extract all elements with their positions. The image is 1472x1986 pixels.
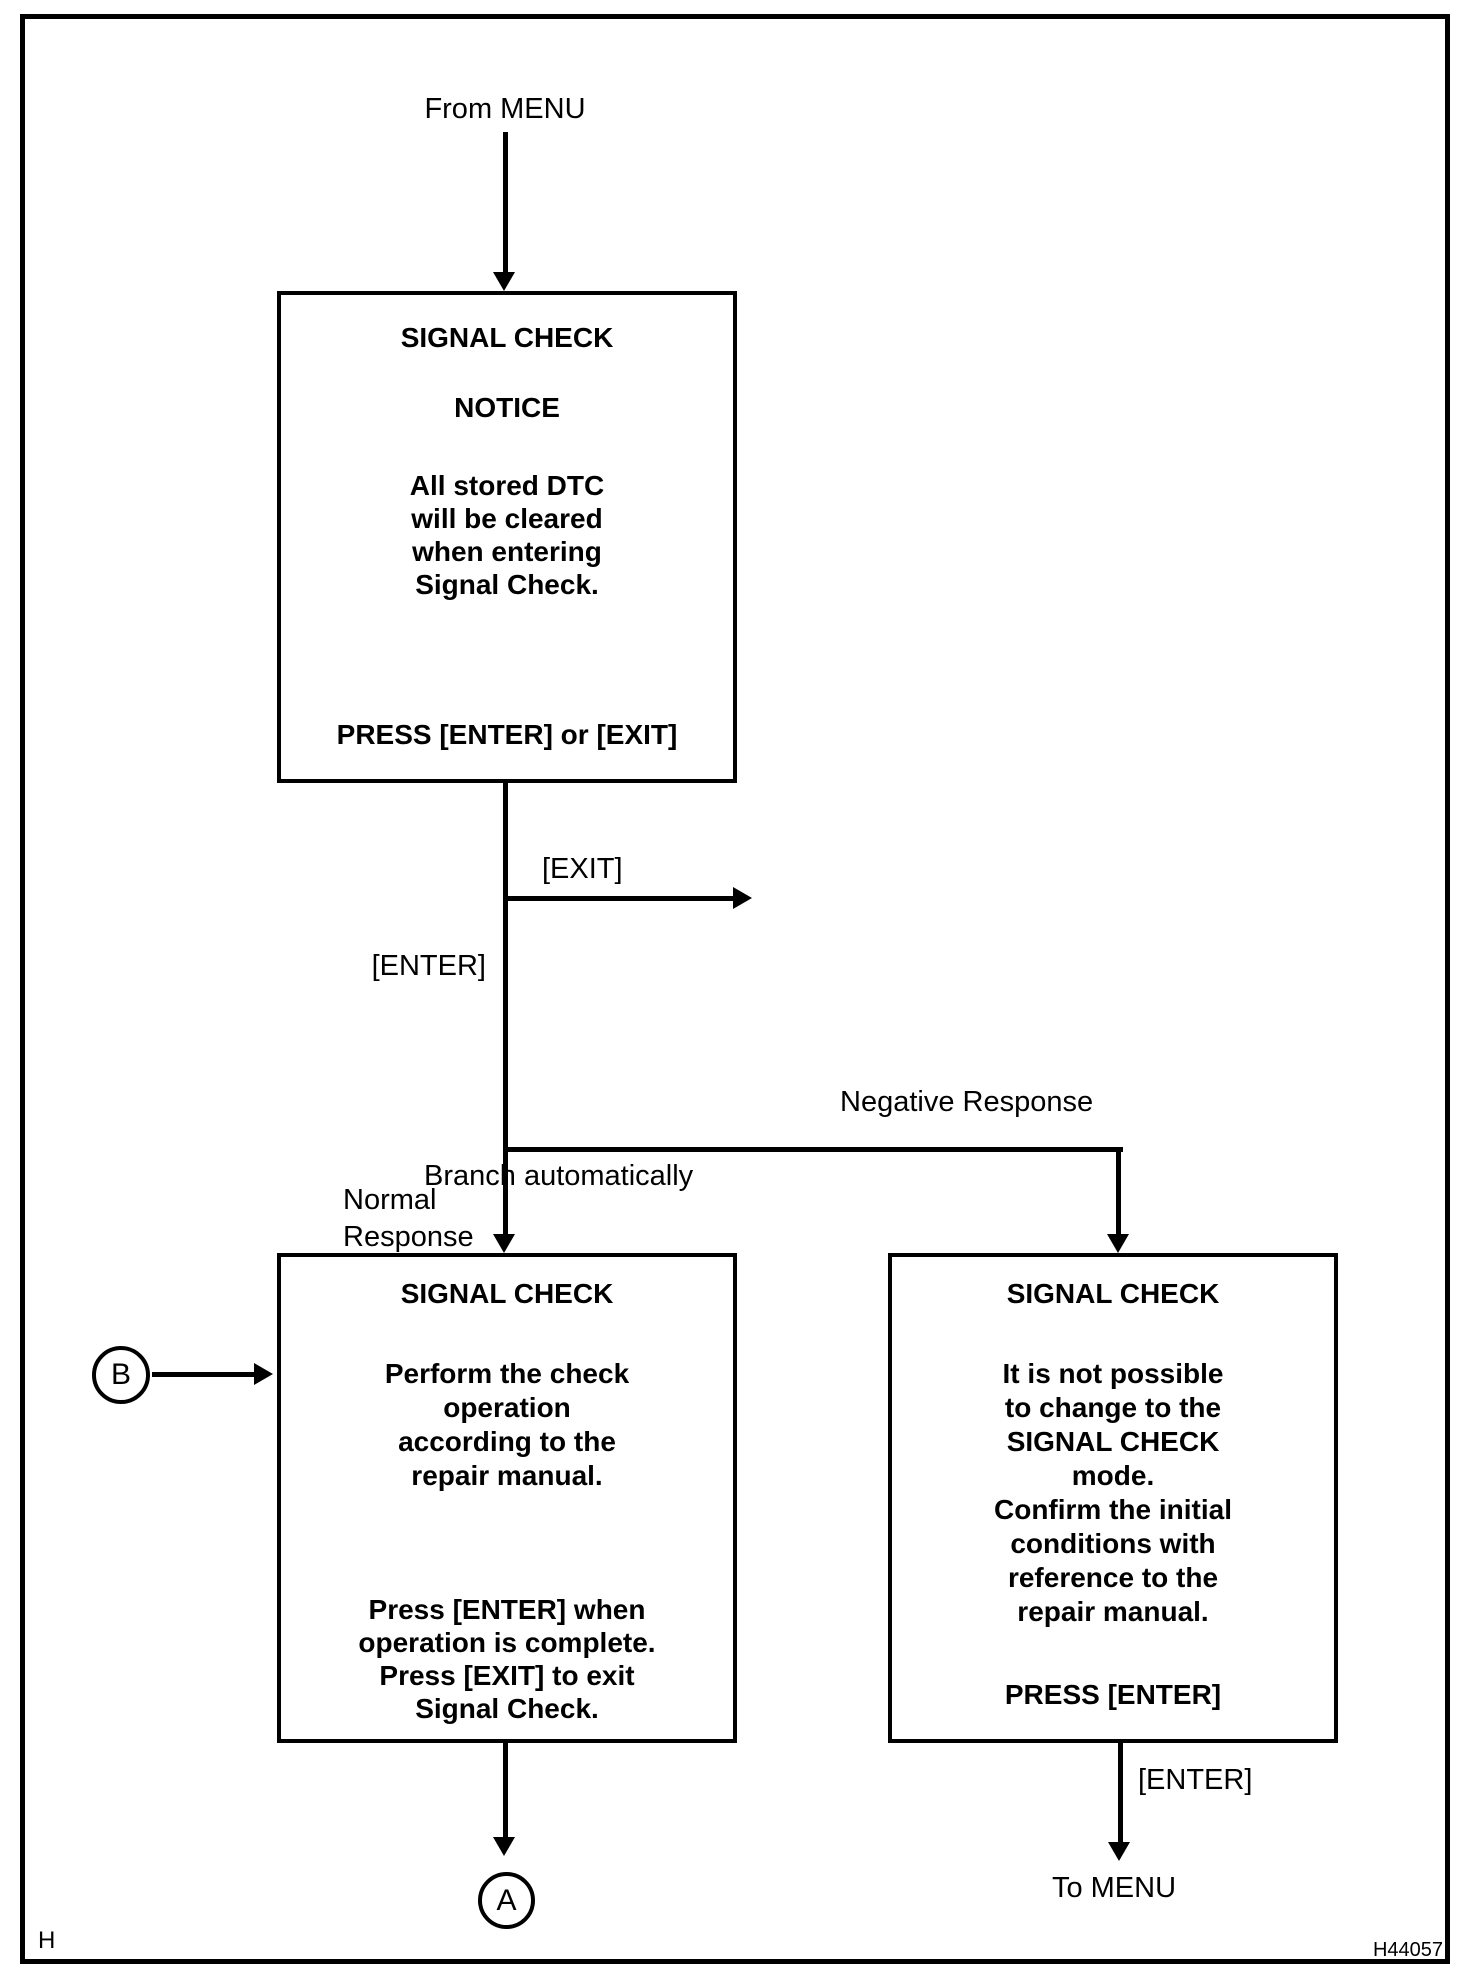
normal-branch-arrow-head-icon bbox=[493, 1234, 515, 1253]
negative-box-body-line: reference to the bbox=[1007, 1562, 1219, 1593]
notice-box-subtitle: NOTICE bbox=[454, 392, 560, 423]
notice-box-body-line: when entering bbox=[412, 536, 602, 567]
normal-box-body-line: according to the bbox=[398, 1426, 616, 1457]
to-menu-label: To MENU bbox=[1051, 1872, 1177, 1904]
negative-box-body-line: mode. bbox=[1071, 1460, 1155, 1491]
negative-box-body-line: SIGNAL CHECK bbox=[1006, 1426, 1220, 1457]
notice-box-title: SIGNAL CHECK bbox=[400, 322, 614, 353]
normal-box-title: SIGNAL CHECK bbox=[400, 1278, 614, 1309]
entry-arrow-head-icon bbox=[493, 272, 515, 291]
normal-response-line1: Normal bbox=[343, 1184, 437, 1216]
negative-box-body-line: repair manual. bbox=[1017, 1596, 1209, 1627]
figure-code: H44057 bbox=[1372, 1939, 1443, 1961]
connector-b-letter: B bbox=[110, 1358, 131, 1391]
negative-branch-vline bbox=[1116, 1147, 1121, 1236]
to-menu-arrow-head-icon bbox=[1108, 1842, 1130, 1861]
connector-a-circle bbox=[478, 1872, 535, 1929]
normal-response-line2: Response bbox=[343, 1221, 474, 1253]
to-connector-a-line bbox=[503, 1743, 508, 1839]
negative-box-footer: PRESS [ENTER] bbox=[1004, 1679, 1222, 1710]
negative-box-title: SIGNAL CHECK bbox=[1006, 1278, 1220, 1309]
negative-branch-hline bbox=[503, 1147, 1123, 1152]
enter-right-label: [ENTER] bbox=[1138, 1764, 1253, 1796]
notice-box bbox=[277, 291, 737, 783]
negative-response-box bbox=[888, 1253, 1338, 1743]
normal-box-footer-line: Press [EXIT] to exit bbox=[379, 1660, 635, 1691]
notice-box-footer: PRESS [ENTER] or [EXIT] bbox=[336, 719, 678, 750]
negative-branch-arrow-head-icon bbox=[1107, 1234, 1129, 1253]
entry-arrow-line bbox=[503, 132, 508, 274]
notice-box-body-line: All stored DTC bbox=[409, 470, 605, 501]
normal-box-body-line: Perform the check bbox=[384, 1358, 630, 1389]
from-menu-label: From MENU bbox=[424, 93, 586, 125]
exit-branch-line bbox=[505, 896, 735, 901]
negative-box-body-line: to change to the bbox=[1004, 1392, 1222, 1423]
negative-box-body-line: conditions with bbox=[1010, 1528, 1216, 1559]
notice-box-body-line: will be cleared bbox=[411, 503, 603, 534]
normal-box-footer-line: Press [ENTER] when bbox=[368, 1594, 646, 1625]
exit-branch-arrow-head-icon bbox=[733, 887, 752, 909]
normal-box-body-line: repair manual. bbox=[411, 1460, 603, 1491]
enter-branch-label: [ENTER] bbox=[371, 950, 486, 982]
connector-b-arrow-line bbox=[152, 1372, 256, 1377]
normal-response-box bbox=[277, 1253, 737, 1743]
to-menu-line bbox=[1118, 1743, 1123, 1843]
connector-b-arrow-head-icon bbox=[254, 1363, 273, 1385]
negative-box-body-line: Confirm the initial bbox=[994, 1494, 1232, 1525]
page-letter: H bbox=[38, 1927, 56, 1954]
negative-box-body-line: It is not possible bbox=[1002, 1358, 1224, 1389]
to-connector-a-arrow-head-icon bbox=[493, 1837, 515, 1856]
exit-branch-label: [EXIT] bbox=[542, 853, 623, 885]
normal-box-body-line: operation bbox=[443, 1392, 571, 1423]
negative-response-label: Negative Response bbox=[840, 1086, 1094, 1118]
notice-box-body-line: Signal Check. bbox=[415, 569, 599, 600]
normal-box-footer-line: operation is complete. bbox=[358, 1627, 656, 1658]
normal-box-footer-line: Signal Check. bbox=[415, 1693, 599, 1724]
normal-response-label bbox=[343, 1182, 474, 1256]
connector-a-letter: A bbox=[496, 1883, 517, 1917]
connector-b-circle bbox=[92, 1346, 150, 1404]
branch-automatically-label: Branch automatically bbox=[424, 1160, 694, 1192]
